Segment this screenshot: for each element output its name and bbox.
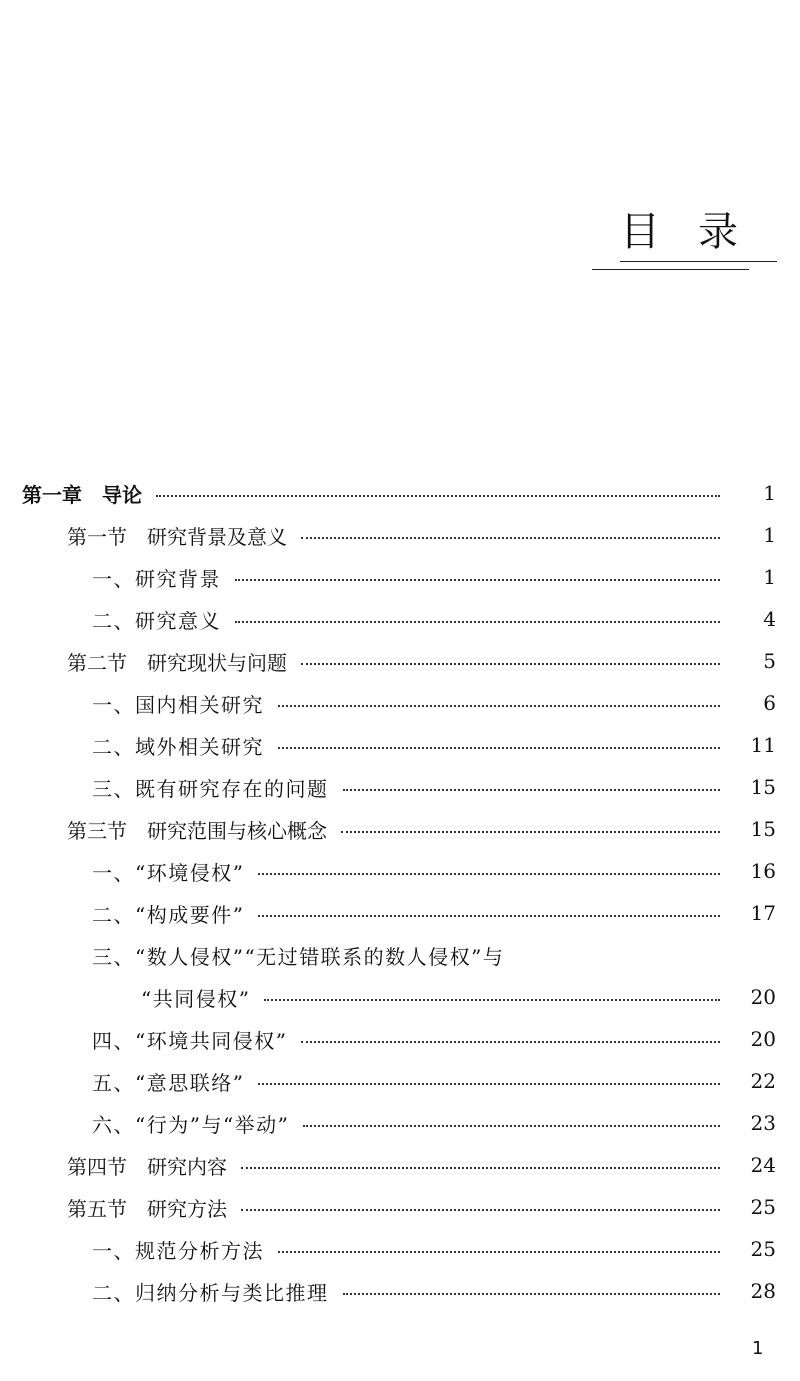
toc-dot-leader (241, 1209, 720, 1211)
toc-dot-leader (235, 579, 720, 581)
toc-dot-leader (258, 873, 720, 875)
toc-dot-leader (343, 1293, 721, 1295)
toc-dot-leader (301, 663, 720, 665)
toc-entry-page: 24 (750, 1153, 776, 1177)
toc-entry[interactable] (0, 640, 800, 682)
toc-dot-leader (303, 1125, 720, 1127)
toc-entry-label: 一、国内相关研究 (92, 692, 264, 717)
toc-dot-leader (235, 621, 720, 623)
toc-entry-label: 三、既有研究存在的问题 (92, 776, 329, 801)
toc-entry-page: 23 (750, 1111, 776, 1135)
toc-entry-page: 20 (750, 1027, 776, 1051)
toc-dot-leader (278, 1251, 720, 1253)
toc-dot-leader (341, 831, 720, 833)
toc-entry-page: 1 (763, 523, 776, 547)
toc-entry-page: 22 (750, 1069, 776, 1093)
toc-entry[interactable] (0, 472, 800, 514)
toc-entry-label: 第一节 研究背景及意义 (67, 524, 287, 549)
toc-entry-label: 四、“环境共同侵权” (92, 1028, 288, 1053)
toc-entry-page: 17 (750, 901, 776, 925)
toc-entry[interactable] (0, 1102, 800, 1144)
toc-entry[interactable] (0, 724, 800, 766)
page-number: 1 (752, 1338, 764, 1359)
toc-entry-label: 一、研究背景 (92, 566, 221, 591)
toc-entry-label: 第一章 导论 (22, 482, 142, 507)
toc-entry-label: 第五节 研究方法 (67, 1196, 227, 1221)
toc-entry[interactable] (0, 892, 800, 934)
toc-entry-page: 15 (750, 817, 776, 841)
toc-entry-page: 11 (750, 733, 776, 757)
toc-entry[interactable] (0, 1186, 800, 1228)
toc-entry-page: 20 (750, 985, 776, 1009)
toc-entry-label: 二、域外相关研究 (92, 734, 264, 759)
toc-dot-leader (301, 1041, 720, 1043)
toc-entry-label: 五、“意思联络” (92, 1070, 245, 1095)
toc-entry-page: 1 (763, 565, 776, 589)
toc-entry-label: 六、“行为”与“举动” (92, 1112, 290, 1137)
toc-entry-label: 第三节 研究范围与核心概念 (67, 818, 327, 843)
toc-entry-label: 二、研究意义 (92, 608, 221, 633)
toc-entry-label: 第二节 研究现状与问题 (67, 650, 287, 675)
toc-entry-page: 25 (750, 1237, 776, 1261)
toc-entry-label: 第四节 研究内容 (67, 1154, 227, 1179)
toc-entry[interactable] (0, 598, 800, 640)
toc-entry[interactable] (0, 682, 800, 724)
title-rule-lower (592, 269, 749, 270)
toc-entry[interactable] (0, 1270, 800, 1312)
toc-entry[interactable] (0, 766, 800, 808)
toc-entry[interactable] (0, 556, 800, 598)
toc-entry[interactable] (0, 850, 800, 892)
toc-entry-label: “共同侵权” (141, 986, 251, 1011)
toc-dot-leader (258, 915, 720, 917)
toc-entry-label: 二、归纳分析与类比推理 (92, 1280, 329, 1305)
toc-entry-page: 28 (750, 1279, 776, 1303)
toc-dot-leader (156, 495, 720, 497)
toc-entry[interactable] (0, 1228, 800, 1270)
toc-dot-leader (264, 999, 720, 1001)
toc-entry[interactable] (0, 1018, 800, 1060)
toc-entry-label: 一、规范分析方法 (92, 1238, 264, 1263)
toc-entry-page: 16 (750, 859, 776, 883)
toc-entry[interactable] (0, 1144, 800, 1186)
toc-entry[interactable] (0, 1060, 800, 1102)
toc-entry-page: 1 (763, 481, 776, 505)
toc-entry-page: 15 (750, 775, 776, 799)
toc-entry[interactable] (0, 808, 800, 850)
toc-entry-label: 二、“构成要件” (92, 902, 245, 927)
toc-dot-leader (278, 705, 720, 707)
toc-dot-leader (278, 747, 720, 749)
toc-entry-label: 一、“环境侵权” (92, 860, 245, 885)
toc-dot-leader (301, 537, 720, 539)
toc-entry-page: 5 (763, 649, 776, 673)
toc-entry[interactable] (0, 976, 800, 1018)
toc-entry-page: 6 (763, 691, 776, 715)
toc-entry-page: 25 (750, 1195, 776, 1219)
toc-entry-label: 三、“数人侵权”“无过错联系的数人侵权”与 (92, 944, 505, 969)
toc-entry[interactable] (0, 934, 800, 976)
toc-entry[interactable] (0, 514, 800, 556)
title-rule-upper (620, 261, 777, 262)
table-of-contents (0, 472, 800, 1312)
toc-dot-leader (241, 1167, 720, 1169)
toc-dot-leader (258, 1083, 720, 1085)
toc-dot-leader (343, 789, 721, 791)
toc-entry-page: 4 (763, 607, 776, 631)
page-title: 目录 (620, 209, 776, 255)
